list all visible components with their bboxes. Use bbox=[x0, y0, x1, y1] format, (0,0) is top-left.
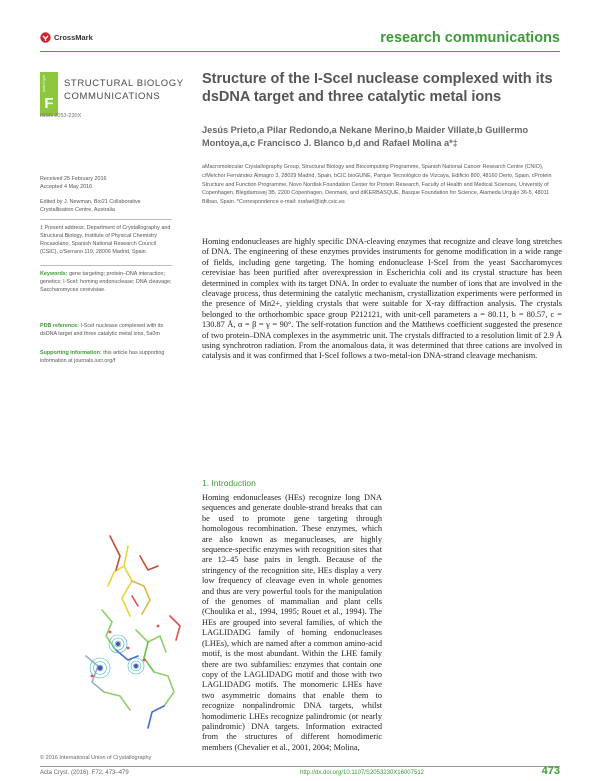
keywords bbox=[40, 270, 172, 294]
keywords-label: Keywords: bbox=[40, 271, 68, 277]
journal-name bbox=[64, 78, 184, 103]
received-date: Received 25 February 2016 bbox=[40, 176, 107, 182]
edited-by: Edited by J. Newman, Bio21 Collaborative Crystallisation Centre, Australia bbox=[40, 199, 141, 213]
supporting-link[interactable]: this article has supporting information at journals.iucr.org/f bbox=[40, 350, 165, 364]
issn: ISSN 2053-230X bbox=[40, 113, 82, 119]
supporting-information bbox=[40, 349, 172, 365]
supporting-label: Supporting information: bbox=[40, 350, 102, 356]
crossmark-icon bbox=[40, 32, 51, 43]
journal-badge bbox=[40, 72, 58, 116]
citation: Acta Cryst. (2016). F72, 473–479 bbox=[40, 770, 129, 776]
introduction-text: Homing endonucleases (HEs) recognize long DNA sequences and generate double-strand breaks that can be used to promote gene targeting through homologous recombination. These enzymes, which are also known as meganucleases, are highly sequence-specific enzymes with recognition sites that are 12–45 base pairs in length. Because of the stringency of the recognition site, HEs display a very low frequency of cleavage even in whole genomes and thus are very powerful tools for the manipulation of the genomes of mammalian and plant cells (Choulika et al., 1994, 1995; Rouet et al., 1994). The HEs are grouped into several families, of which the LAGLIDADG family of homing endonucleases (LHEs), which are named after a common amino-acid motif, is the most abundant. Within the LHE family there are two subfamilies: enzymes that contain one copy of the LAGLIDADG motif and those with two LAGLIDADG motifs. The monomeric LHEs have two asymmetric domains that enable them to recognize nonpalindromic DNA targets, whilst homodimeric LHEs recognize palindromic (or nearly palindromic) DNA targets. Information extracted from the structures of different homodimeric members (Chevalier et al., 2001, 2004; Molina, bbox=[202, 493, 382, 752]
doi-link[interactable]: http://dx.doi.org/10.1107/S2053230X16007512 bbox=[300, 770, 424, 776]
crossmark-link[interactable] bbox=[40, 32, 93, 43]
present-address: ‡ Present address: Department of Crystallography and Structural Biology, Institute of Physical Chemistry Rocasolano, Spanish National Research Council (CSIC), c/Serrano 119, 28006 Madrid, Spain. bbox=[40, 225, 171, 255]
pdb-text: I-SceI nuclease complexed with its dsDNA target and three catalytic metal ions, 5a0m bbox=[40, 323, 164, 337]
accepted-date: Accepted 4 May 2016 bbox=[40, 184, 93, 190]
badge-letter: F bbox=[44, 95, 54, 112]
page-number: 473 bbox=[541, 765, 560, 777]
copyright: © 2016 International Union of Crystallography bbox=[40, 755, 152, 761]
structure-figure bbox=[40, 526, 198, 744]
article-title: Structure of the I-SceI nuclease complexed with its dsDNA target and three catalytic metal ions bbox=[202, 71, 553, 105]
section-heading: 1. Introduction bbox=[202, 478, 256, 488]
keywords-text: gene targeting; protein–DNA interaction; genetics; I-SceI; homing endonuclease; DNA cleavage; Saccharomyces cerevisiae. bbox=[40, 271, 172, 293]
abstract: Homing endonucleases are highly specific DNA-cleaving enzymes that recognize and cleave long stretches of DNA. The engineering of these enzymes provides instruments for genome modification in a wide range of fields, including gene targeting. The homing endonuclease I-SceI from the yeast Saccharomyces cerevisiae has been purified after overexpression in Escherichia coli and its crystal structure has been determined in complex with its target DNA. In order to evaluate the number of ions that are involved in the cleavage process, thus determining the catalytic mechanism, crystallization experiments were performed in the presence of Mn2+, yielding crystals that were suitable for X-ray diffraction analysis. The crystals belonged to the orthorhombic space group P212121, with unit-cell parameters a = 80.11, b = 80.57, c = 130.87 Å, α = β = γ = 90°. The self-rotation function and the Matthews coefficient suggested the presence of two protein–DNA complexes in the asymmetric unit. The crystals diffracted to a resolution limit of 2.9 Å using synchrotron radiation. From the anomalous data, it was determined that three cations are involved in catalysis and it was confirmed that I-SceI follows a two-metal-ion DNA-strand cleavage mechanism. bbox=[202, 237, 562, 361]
journal-line-2: COMMUNICATIONS bbox=[64, 90, 161, 102]
badge-vertical-text: Acta Cryst. bbox=[42, 74, 46, 92]
sidebar-divider bbox=[40, 219, 172, 220]
footer-rule bbox=[40, 766, 560, 767]
series-title: research communications bbox=[380, 30, 560, 46]
header-rule bbox=[40, 51, 560, 52]
dates bbox=[40, 175, 172, 191]
crossmark-label: CrossMark bbox=[54, 33, 93, 42]
sidebar-divider bbox=[40, 265, 172, 266]
affiliations: aMacromolecular Crystallography Group, Structural Biology and Biocomputing Programme, Spanish National Cancer Research Centre (CNIO), c/Melchor Fernández Almagro 3, 28029 Madrid, Spain, bCIC bioGUNE, Parque Tecnológico de Vizcaya, Edificio 800, 48160 Derio, Spain, cProtein Structure and Function Programme, Novo Nordisk Foundation Center for Protein Research, Faculty of Health and Medical Sciences, University of Copenhagen, Blegdamsvej 3B, 2200 Copenhagen, Denmark, and dIKERBASQUE, Basque Foundation for Science, Alameda Urquijo 36-5, 48011 Bilbao, Spain. *Correspondence e-mail: xrafael@iqfr.csic.es bbox=[202, 164, 552, 206]
pdb-reference bbox=[40, 322, 172, 338]
author-list: Jesús Prieto,a Pilar Redondo,a Nekane Merino,b Maider Villate,b Guillermo Montoya,a,c Francisco J. Blanco b,d and Rafael Molina a*‡ bbox=[202, 125, 529, 148]
journal-line-1: STRUCTURAL BIOLOGY bbox=[64, 78, 184, 89]
pdb-label: PDB reference: bbox=[40, 323, 79, 329]
